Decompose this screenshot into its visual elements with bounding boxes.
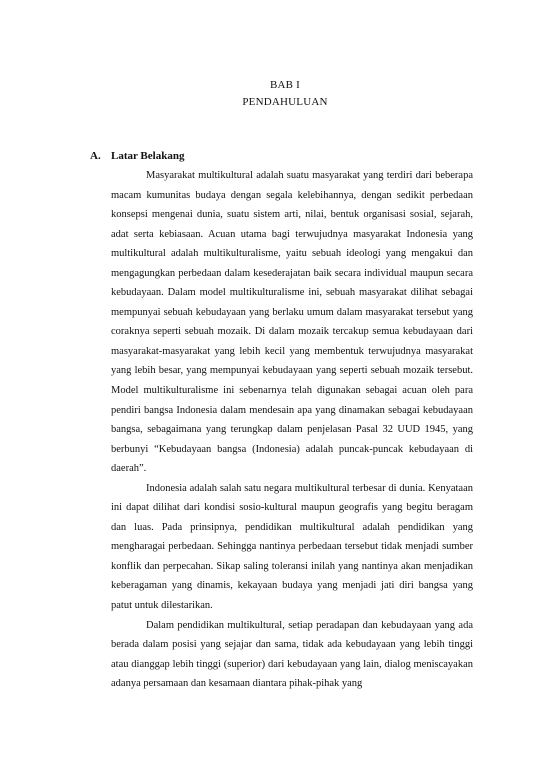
- section-letter: A.: [90, 150, 101, 162]
- paragraph-1: Masyarakat multikultural adalah suatu masyarakat yang terdiri dari beberapa macam kumunitas budaya dengan segala kelebihannya, dengan sedikit perbedaan konsepsi mengenai dunia, suatu sistem arti, nilai, bentuk organisasi sosial, sejarah, adat serta kebiasaan. Acuan utama bagi terwujudnya masyarakat Indonesia yang multikultural adalah multikulturalisme, yaitu sebuah ideologi yang mengakui dan mengagungkan perbedaan dalam kesederajatan baik secara individual maupun secara kebudayaan. Dalam model multikulturalisme ini, sebuah masyarakat dilihat sebagai mempunyai sebuah kebudayaan yang berlaku umum dalam masyarakat tersebut yang coraknya seperti sebuah mozaik. Di dalam mozaik tercakup semua kebudayaan dari masyarakat-masyarakat yang lebih kecil yang membentuk terwujudnya masyarakat yang lebih besar, yang mempunyai kebudayaan yang seperti sebuah mozaik tersebut. Model multikulturalisme ini sebenarnya telah digunakan sebagai acuan oleh para pendiri bangsa Indonesia dalam mendesain apa yang dinamakan sebagai kebudayaan bangsa, sebagaimana yang terungkap dalam penjelasan Pasal 32 UUD 1945, yang berbunyi “Kebudayaan bangsa (Indonesia) adalah puncak-puncak kebudayaan di daerah”.: [111, 170, 473, 475]
- body-text: [111, 166, 473, 694]
- paragraph-3: Dalam pendidikan multikultural, setiap peradapan dan kebudayaan yang ada berada dalam posisi yang sejajar dan sama, tidak ada kebudayaan yang lebih tinggi atau dianggap lebih tinggi (superior) dari kebudayaan yang lain, dialog meniscayakan adanya persamaan dan kesamaan diantara pihak-pihak yang: [111, 619, 473, 690]
- chapter-number: BAB I: [269, 79, 301, 91]
- paragraph-2: Indonesia adalah salah satu negara multikultural terbesar di dunia. Kenyataan ini dapat dilihat dari kondisi sosio-kultural maupun geografis yang begitu beragam dan luas. Pada prinsipnya, pendidikan multikultural adalah pendidikan yang mengharagai perbedaan. Sehingga nantinya perbedaan tersebut tidak menjadi sumber konflik dan perpecahan. Sikap saling toleransi inilah yang nantinya akan menjadikan keberagaman yang dinamis, kekayaan budaya yang menjadi jati diri bangsa yang patut untuk dilestarikan.: [111, 482, 473, 612]
- section-heading: [90, 150, 184, 162]
- chapter-title: PENDAHULUAN: [242, 96, 328, 108]
- section-title: Latar Belakang: [111, 150, 185, 162]
